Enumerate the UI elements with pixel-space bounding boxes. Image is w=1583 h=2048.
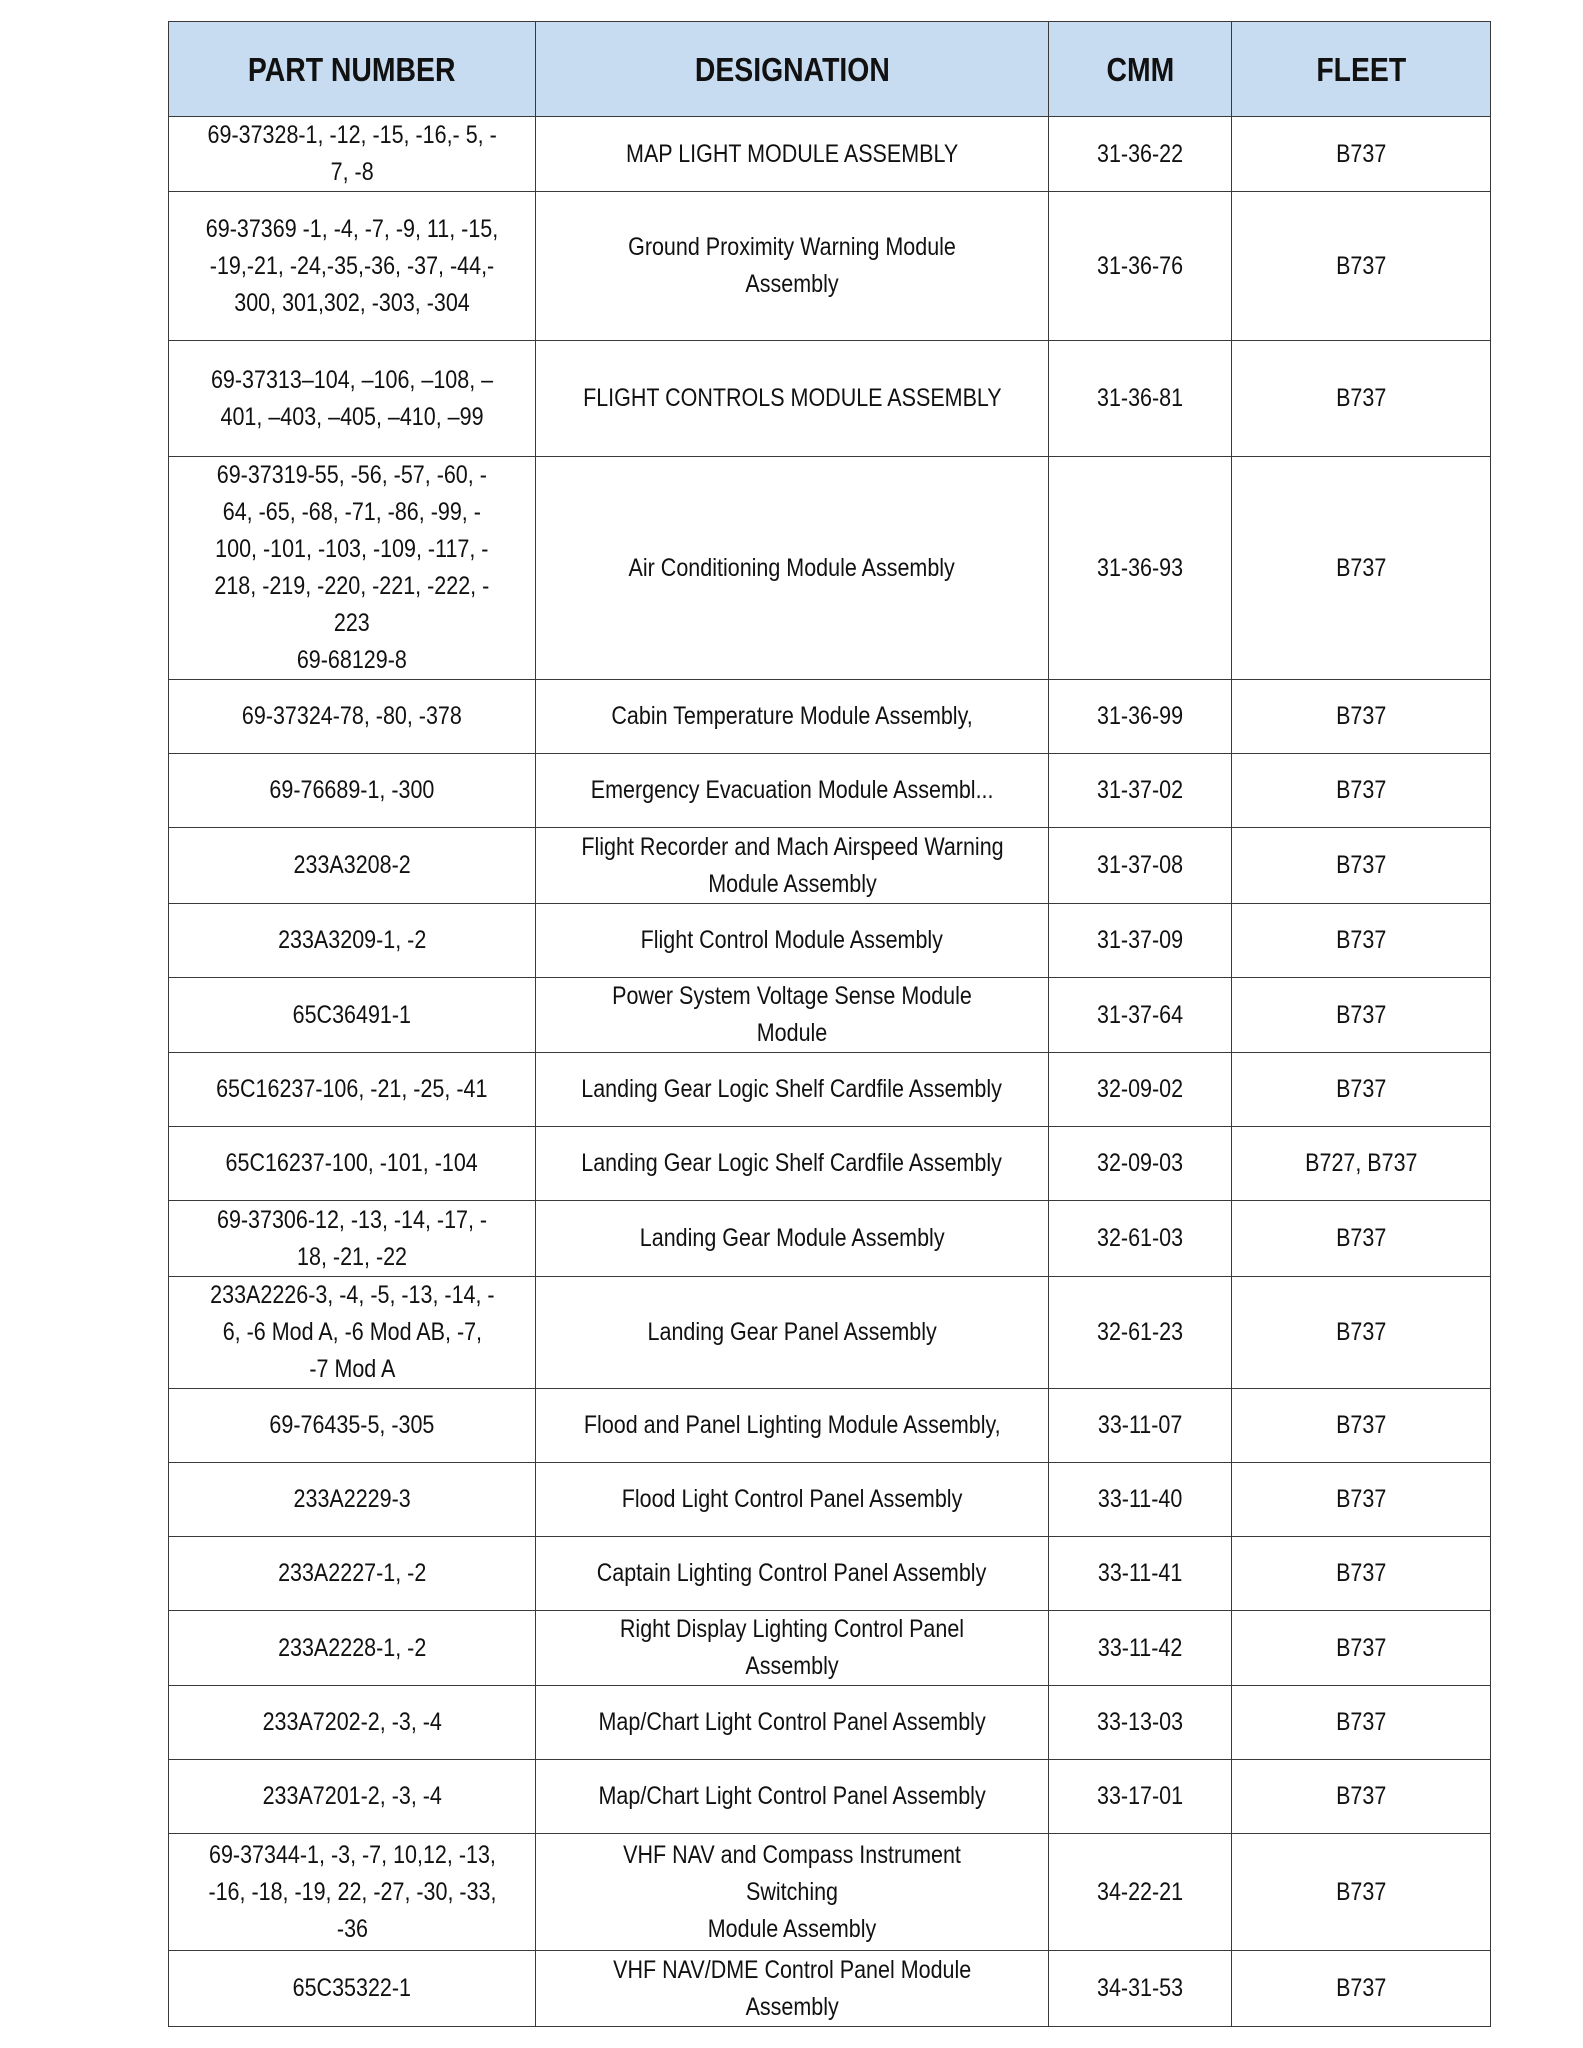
table-row [169, 1277, 1491, 1389]
designation-cell [536, 1463, 1049, 1537]
fleet-cell [1232, 1760, 1491, 1834]
fleet-cell [1232, 1127, 1491, 1201]
table-row [169, 1463, 1491, 1537]
header-fleet [1232, 22, 1491, 117]
fleet-cell-text: B737 [1335, 926, 1387, 954]
cmm-cell [1049, 1611, 1232, 1686]
designation-cell [536, 457, 1049, 680]
part-number-cell-text: 65C35322-1 [292, 1974, 412, 2002]
cmm-cell-text: 33-17-01 [1096, 1782, 1184, 1810]
cmm-cell-text: 31-37-08 [1096, 851, 1184, 879]
cmm-cell-text: 33-11-07 [1097, 1411, 1183, 1439]
table-header [169, 22, 1491, 117]
designation-cell [536, 680, 1049, 754]
designation-cell [536, 978, 1049, 1053]
part-number-cell-text: 69-37319-55, -56, -57, -60, - 64, -65, -68, -71, -86, -99, - 100, -101, -103, -109, -117, - 218, -219, -220, -221, -222, - 223 69-68129-8 [214, 461, 490, 674]
fleet-cell [1232, 1951, 1491, 2027]
cmm-cell-text: 32-61-23 [1096, 1318, 1184, 1346]
fleet-cell-text: B737 [1335, 1782, 1387, 1810]
fleet-cell [1232, 1537, 1491, 1611]
part-number-cell [169, 978, 536, 1053]
designation-cell [536, 192, 1049, 341]
table-row [169, 341, 1491, 457]
cmm-cell-text: 31-37-64 [1096, 1000, 1184, 1029]
cmm-cell [1049, 457, 1232, 680]
cmm-cell [1049, 978, 1232, 1053]
fleet-cell-text: B737 [1335, 553, 1387, 582]
cmm-cell [1049, 1277, 1232, 1389]
fleet-cell [1232, 828, 1491, 904]
fleet-cell-text: B737 [1335, 851, 1387, 879]
table-row [169, 1834, 1491, 1951]
fleet-cell-text: B737 [1335, 1224, 1387, 1252]
part-number-cell [169, 680, 536, 754]
designation-cell-text: Power System Voltage Sense Module Module [612, 982, 972, 1047]
cmm-cell [1049, 680, 1232, 754]
part-number-cell [169, 1389, 536, 1463]
fleet-cell [1232, 1053, 1491, 1127]
table-row [169, 1201, 1491, 1277]
table-row [169, 754, 1491, 828]
designation-cell [536, 1277, 1049, 1389]
part-number-cell [169, 904, 536, 978]
cmm-cell [1049, 1686, 1232, 1760]
designation-cell-text: Map/Chart Light Control Panel Assembly [598, 1782, 986, 1810]
designation-cell-text: Flood Light Control Panel Assembly [621, 1485, 963, 1513]
part-number-cell [169, 1760, 536, 1834]
part-number-cell [169, 1277, 536, 1389]
cmm-cell-text: 31-36-76 [1096, 251, 1184, 280]
part-number-cell [169, 341, 536, 457]
designation-cell [536, 828, 1049, 904]
table-row [169, 1053, 1491, 1127]
fleet-cell [1232, 754, 1491, 828]
fleet-cell-text: B737 [1335, 1633, 1387, 1662]
cmm-cell-text: 31-37-09 [1096, 926, 1184, 954]
fleet-cell-text: B737 [1335, 1318, 1387, 1346]
header-designation [536, 22, 1049, 117]
cmm-cell [1049, 1537, 1232, 1611]
fleet-cell [1232, 341, 1491, 457]
fleet-cell-text: B737 [1335, 1075, 1387, 1103]
fleet-cell-text: B737 [1335, 1411, 1387, 1439]
table-row [169, 680, 1491, 754]
fleet-cell [1232, 1611, 1491, 1686]
designation-cell-text: VHF NAV/DME Control Panel Module Assembly [612, 1955, 972, 2021]
fleet-cell-text: B737 [1335, 1974, 1387, 2002]
designation-cell-text: Flight Control Module Assembly [640, 926, 944, 954]
table-row [169, 1611, 1491, 1686]
part-number-cell-text: 69-37313–104, –106, –108, – 401, –403, –405, –410, –99 [210, 365, 494, 431]
table-row [169, 1951, 1491, 2027]
designation-cell-text: Flight Recorder and Mach Airspeed Warning Module Assembly [580, 832, 1004, 898]
part-number-cell [169, 1463, 536, 1537]
part-number-cell [169, 1686, 536, 1760]
cmm-cell [1049, 828, 1232, 904]
header-designation-label: DESIGNATION [694, 50, 890, 88]
table-row [169, 117, 1491, 192]
part-number-cell-text: 233A2226-3, -4, -5, -13, -14, - 6, -6 Mod A, -6 Mod AB, -7, -7 Mod A [209, 1281, 495, 1383]
designation-cell-text: Air Conditioning Module Assembly [628, 553, 956, 582]
fleet-cell [1232, 1201, 1491, 1277]
cmm-cell [1049, 754, 1232, 828]
table-row [169, 1389, 1491, 1463]
cmm-cell [1049, 341, 1232, 457]
fleet-cell-text: B737 [1335, 1877, 1387, 1906]
part-number-cell [169, 117, 536, 192]
designation-cell-text: MAP LIGHT MODULE ASSEMBLY [625, 139, 959, 168]
part-number-cell-text: 65C36491-1 [292, 1000, 412, 1029]
fleet-cell [1232, 1463, 1491, 1537]
part-number-cell-text: 233A3209-1, -2 [277, 926, 427, 954]
header-cmm-label: CMM [1106, 50, 1174, 88]
part-number-cell [169, 828, 536, 904]
header-fleet-label: FLEET [1316, 50, 1406, 88]
designation-cell [536, 1201, 1049, 1277]
cmm-cell-text: 33-11-40 [1097, 1485, 1183, 1513]
header-cmm [1049, 22, 1232, 117]
cmm-cell [1049, 1951, 1232, 2027]
designation-cell [536, 1686, 1049, 1760]
designation-cell-text: Landing Gear Logic Shelf Cardfile Assembly [581, 1149, 1003, 1177]
cmm-cell [1049, 1463, 1232, 1537]
part-number-cell-text: 69-37344-1, -3, -7, 10,12, -13, -16, -18, -19, 22, -27, -30, -33, -36 [207, 1840, 497, 1943]
cmm-cell [1049, 1389, 1232, 1463]
parts-table [168, 21, 1491, 2027]
fleet-cell [1232, 1834, 1491, 1951]
fleet-cell-text: B737 [1335, 776, 1387, 804]
cmm-cell-text: 31-36-93 [1096, 553, 1184, 582]
part-number-cell-text: 233A7202-2, -3, -4 [262, 1708, 442, 1736]
fleet-cell [1232, 117, 1491, 192]
designation-cell [536, 1760, 1049, 1834]
cmm-cell [1049, 1201, 1232, 1277]
part-number-cell [169, 1537, 536, 1611]
designation-cell [536, 117, 1049, 192]
part-number-cell [169, 457, 536, 680]
part-number-cell [169, 754, 536, 828]
part-number-cell-text: 69-76689-1, -300 [269, 776, 435, 804]
part-number-cell [169, 1611, 536, 1686]
designation-cell [536, 904, 1049, 978]
cmm-cell [1049, 1053, 1232, 1127]
part-number-cell-text: 69-37324-78, -80, -378 [242, 702, 462, 730]
part-number-cell [169, 1951, 536, 2027]
cmm-cell-text: 33-13-03 [1096, 1708, 1184, 1736]
fleet-cell-text: B737 [1335, 702, 1387, 730]
cmm-cell-text: 31-36-22 [1096, 139, 1184, 168]
fleet-cell [1232, 457, 1491, 680]
designation-cell [536, 1389, 1049, 1463]
designation-cell-text: FLIGHT CONTROLS MODULE ASSEMBLY [582, 384, 1002, 412]
part-number-cell-text: 69-37369 -1, -4, -7, -9, 11, -15, -19,-21, -24,-35,-36, -37, -44,- 300, 301,302, -303, -304 [205, 214, 499, 317]
table-row [169, 457, 1491, 680]
fleet-cell [1232, 192, 1491, 341]
cmm-cell-text: 34-22-21 [1096, 1877, 1184, 1906]
header-part-number [169, 22, 536, 117]
table-row [169, 1537, 1491, 1611]
header-part-number-label: PART NUMBER [248, 50, 456, 88]
part-number-cell [169, 1053, 536, 1127]
designation-cell [536, 1951, 1049, 2027]
table-row [169, 1760, 1491, 1834]
table-row [169, 1686, 1491, 1760]
designation-cell [536, 754, 1049, 828]
cmm-cell [1049, 1127, 1232, 1201]
part-number-cell-text: 233A2227-1, -2 [277, 1559, 427, 1587]
fleet-cell [1232, 1686, 1491, 1760]
designation-cell [536, 1053, 1049, 1127]
table-row [169, 828, 1491, 904]
cmm-cell-text: 31-36-99 [1096, 702, 1184, 730]
table-row [169, 978, 1491, 1053]
designation-cell-text: Flood and Panel Lighting Module Assembly, [583, 1411, 1001, 1439]
cmm-cell-text: 32-09-03 [1096, 1149, 1184, 1177]
cmm-cell [1049, 1760, 1232, 1834]
part-number-cell-text: 233A7201-2, -3, -4 [262, 1782, 442, 1810]
part-number-cell-text: 233A2229-3 [293, 1485, 411, 1513]
part-number-cell-text: 65C16237-100, -101, -104 [225, 1149, 479, 1177]
fleet-cell-text: B737 [1335, 139, 1387, 168]
designation-cell-text: Map/Chart Light Control Panel Assembly [598, 1708, 986, 1736]
designation-cell-text: Landing Gear Module Assembly [639, 1224, 945, 1252]
fleet-cell-text: B737 [1335, 1708, 1387, 1736]
part-number-cell-text: 69-37306-12, -13, -14, -17, - 18, -21, -22 [216, 1205, 488, 1271]
table-row [169, 904, 1491, 978]
cmm-cell-text: 33-11-41 [1097, 1559, 1183, 1587]
part-number-cell [169, 1127, 536, 1201]
designation-cell-text: Landing Gear Panel Assembly [647, 1318, 937, 1346]
fleet-cell [1232, 904, 1491, 978]
header-row [169, 22, 1491, 117]
cmm-cell [1049, 1834, 1232, 1951]
cmm-cell-text: 34-31-53 [1096, 1974, 1184, 2002]
part-number-cell-text: 233A2228-1, -2 [277, 1633, 427, 1662]
cmm-cell [1049, 117, 1232, 192]
part-number-cell [169, 192, 536, 341]
cmm-cell-text: 32-61-03 [1096, 1224, 1184, 1252]
cmm-cell-text: 33-11-42 [1097, 1633, 1183, 1662]
designation-cell-text: VHF NAV and Compass Instrument Switching Module Assembly [623, 1840, 961, 1943]
table-row [169, 1127, 1491, 1201]
designation-cell-text: Cabin Temperature Module Assembly, [611, 702, 973, 730]
designation-cell [536, 1537, 1049, 1611]
part-number-cell-text: 69-37328-1, -12, -15, -16,- 5, - 7, -8 [207, 121, 497, 186]
cmm-cell [1049, 192, 1232, 341]
part-number-cell-text: 233A3208-2 [293, 851, 411, 879]
designation-cell [536, 1127, 1049, 1201]
part-number-cell-text: 65C16237-106, -21, -25, -41 [216, 1075, 488, 1103]
designation-cell [536, 1611, 1049, 1686]
designation-cell-text: Landing Gear Logic Shelf Cardfile Assembly [581, 1075, 1003, 1103]
part-number-cell [169, 1834, 536, 1951]
designation-cell-text: Right Display Lighting Control Panel Assembly [619, 1615, 965, 1680]
cmm-cell-text: 31-37-02 [1096, 776, 1184, 804]
fleet-cell [1232, 978, 1491, 1053]
fleet-cell [1232, 680, 1491, 754]
fleet-cell-text: B737 [1335, 1559, 1387, 1587]
part-number-cell [169, 1201, 536, 1277]
fleet-cell-text: B737 [1335, 384, 1387, 412]
designation-cell [536, 1834, 1049, 1951]
fleet-cell [1232, 1389, 1491, 1463]
part-number-cell-text: 69-76435-5, -305 [269, 1411, 435, 1439]
designation-cell-text: Ground Proximity Warning Module Assembly [628, 233, 956, 298]
cmm-cell [1049, 904, 1232, 978]
designation-cell-text: Emergency Evacuation Module Assembl... [590, 776, 994, 804]
fleet-cell-text: B737 [1335, 1000, 1387, 1029]
table-body [169, 117, 1491, 2027]
fleet-cell-text: B727, B737 [1304, 1149, 1418, 1177]
designation-cell [536, 341, 1049, 457]
cmm-cell-text: 31-36-81 [1096, 384, 1184, 412]
fleet-cell [1232, 1277, 1491, 1389]
cmm-cell-text: 32-09-02 [1096, 1075, 1184, 1103]
fleet-cell-text: B737 [1335, 251, 1387, 280]
fleet-cell-text: B737 [1335, 1485, 1387, 1513]
parts-table-container [168, 21, 1490, 2027]
designation-cell-text: Captain Lighting Control Panel Assembly [597, 1559, 987, 1587]
table-row [169, 192, 1491, 341]
